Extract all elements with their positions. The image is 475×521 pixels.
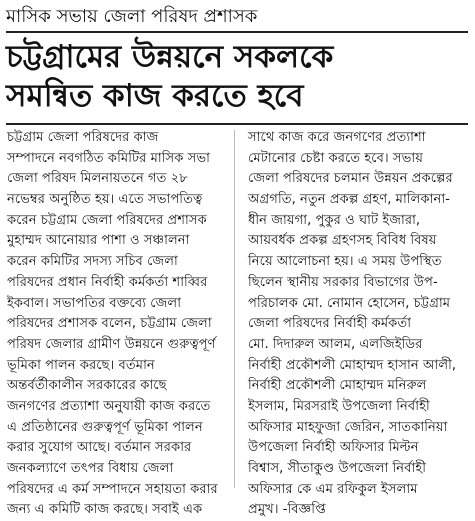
article-text-line: অন্তর্বর্তীকালীন সরকারের কাছে: [7, 378, 167, 394]
article-text-line: নির্বাহী প্রকৌশলী মোহাম্মদ মনিরুল: [248, 378, 427, 394]
article-text-line: জেলা পরিষদ মিলনায়তনে গত ২৮: [7, 171, 188, 187]
article-column-left: [7, 128, 223, 518]
article-text-line: ধীন জায়গা, পুকুর ও ঘাট ইজারা,: [248, 212, 421, 228]
article-text-line: করেন কমিটির সদস্য সচিব জেলা: [7, 254, 178, 270]
article-text-line: সম্পাদনে নবগঠিত কমিটির মাসিক সভা: [7, 150, 211, 166]
article-text-line: পরিষদের প্রধান নির্বাহী কর্মকর্তা শাব্বির: [7, 274, 208, 290]
headline-rule: [6, 123, 468, 125]
article-text-line: পরিষদের এ কর্ম সম্পাদনে সহায়তা করার: [7, 481, 218, 497]
article-text-line: জনগণের প্রত্যাশা অনুযায়ী কাজ করতে: [7, 398, 211, 414]
article-text-line: ইকবাল। সভাপতির বক্তব্যে জেলা: [7, 295, 182, 311]
article-text-line: নির্বাহী প্রকৌশলী মোহাম্মদ হাসান আলী,: [248, 357, 457, 373]
article-text-line: জেলা পরিষদের নির্বাহী কর্মকর্তা: [248, 316, 412, 332]
column-divider: [234, 130, 235, 488]
article-text-line: চট্টগ্রাম জেলা পরিষদের কাজ: [7, 130, 159, 145]
article-text-line: আয়বর্ধক প্রকল্প গ্রহণসহ বিবিধ বিষয়: [248, 233, 437, 249]
headline-line: সমন্বিত কাজ করতে হবে: [6, 78, 304, 114]
article-text-line: ছিলেন স্থানীয় সরকার বিভাগের উপ-: [248, 274, 438, 290]
article-text-line: নিয়ে আলোচনা হয়। এ সময় উপস্থিত: [248, 254, 442, 270]
article-text-line: অগ্রগতি, নতুন প্রকল্প গ্রহণ, মালিকানা-: [248, 192, 450, 208]
headline-line: চট্টগ্রামের উন্নয়নে সকলকে: [6, 39, 334, 75]
article-text-line: বিশ্বাস, সীতাকুণ্ড উপজেলা নির্বাহী: [248, 461, 427, 476]
article-text-line: করেন চট্টগ্রাম জেলা পরিষদের প্রশাসক: [7, 212, 207, 228]
article-text-line: অফিসার কে এম রফিকুল ইসলাম: [248, 481, 418, 497]
kicker-headline: মাসিক সভায় জেলা পরিষদ প্রশাসক: [6, 6, 258, 27]
kicker-rule: [6, 31, 468, 33]
article-text-line: ইসলাম, মিরসরাই উপজেলা নির্বাহী: [248, 398, 430, 414]
article-text-line: মো. দিদারুল আলম, এলজিইডির: [248, 336, 423, 352]
article-text-line: করার সুযোগ আছে। বর্তমান সরকার: [7, 440, 192, 456]
article-text-line: জনকল্যাণে তৎপর বিধায় জেলা: [7, 461, 174, 476]
article-text-line: অফিসার মাহফুজা জেরিন, সাতকানিয়া: [248, 419, 448, 435]
headline: [6, 38, 468, 116]
article-text-line: এ প্রতিষ্ঠানের গুরুত্বপূর্ণ ভূমিকা পালন: [7, 419, 203, 435]
article-text-line: উপজেলা নির্বাহী অফিসার মিল্টন: [248, 440, 419, 456]
article-text-line: পরিষদ জেলার গ্রামীণ উন্নয়নে গুরুত্বপূর্ণ: [7, 336, 216, 352]
article-text-line: পরিচালক মো. নোমান হোসেন, চট্টগ্রাম: [248, 295, 451, 311]
article-text-line: জেলা পরিষদের চলমান উন্নয়ন প্রকল্পের: [248, 171, 453, 187]
article-text-line: পরিষদের প্রশাসক বলেন, চট্টগ্রাম জেলা: [7, 316, 212, 332]
article-text-line: নভেম্বর অনুষ্ঠিত হয়। এতে সভাপতিত্ব: [7, 192, 203, 208]
article-text-line: ভূমিকা পালন করছে। বর্তমান: [7, 357, 155, 373]
article-text-line: প্রমুখ। -বিজ্ঞপ্তি: [248, 502, 326, 518]
article-column-right: [248, 128, 464, 518]
article-text-line: জন্য এ কমিটি কাজ করছে। সবাই এক: [7, 502, 203, 518]
article-text-line: মেটানোর চেষ্টা করতে হবে। সভায়: [248, 150, 423, 166]
article-text-line: সাথে কাজ করে জনগণের প্রত্যাশা: [248, 130, 426, 145]
article-text-line: মুহাম্মদ আনোয়ার পাশা ও সঞ্চালনা: [7, 233, 190, 249]
